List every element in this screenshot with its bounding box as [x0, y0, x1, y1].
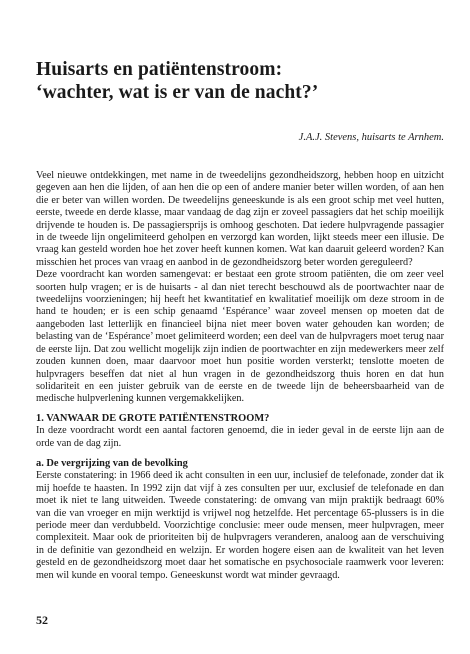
subsection-heading-a: a. De vergrijzing van de bevolking	[36, 457, 188, 469]
title-line-1: Huisarts en patiëntenstroom:	[36, 59, 283, 80]
intro-paragraph-1: Veel nieuwe ontdekkingen, met name in de tweedelijns gezondheidszorg, hebben hoop en uitzicht gegeven aan hen die lijden, of aan hen die op een of andere manier beter willen worden, of aan hen die er beter van willen worden. De tweedelijns geneeskunde is als een groot schip met veel hutten, eerste, tweede en derde klasse, maar vandaag de dag zijn er zoveel passagiers dat het schip moeilijk drijvende te houden is. De passagiersprijs is omhoog geschoten. Dat iedere hulpvragende passagier in de tweede lijn ongelimiteerd geholpen en verzorgd kan worden, lijkt steeds meer een illusie. De vraag kan gesteld worden hoe het zover heeft kunnen komen. Wat kan daaruit geleerd worden? Kan misschien het proces van vraag en aanbod in de gezondheidszorg beter worden gereguleerd?	[36, 170, 444, 268]
subsection-a-paragraph: Eerste constatering: in 1966 deed ik acht consulten in een uur, inclusief de telefonade, zonder dat ik mij hoefde te haasten. In 1992 zijn dat vijf à zes consulten per uur, exclusief de telefonade en dan moet ik niet te lang uitweiden. Tweede constatering: de omvang van mijn praktijk bedraagt 60% van die van vroeger en mijn werktijd is vrijwel nog hetzelfde. Het percentage 65-plussers is in die periode meer dan verdubbeld. Voorzichtige conclusie: meer oude mensen, meer hulpvragen, meer complexiteit. Maar ook de prioriteiten bij de hulpvragers veranderen, analoog aan de verschuiving in de definitie van gezondheid en welzijn. Er worden hogere eisen aan de kwaliteit van het leven gesteld en de gezondheidszorg moet daar het somatische en psychosociale raamwerk voor leveren: men wil kunde en vooral tempo. Geneeskunst wordt wat minder gevraagd.	[36, 470, 444, 581]
article-title	[36, 58, 444, 104]
title-line-2: ‘wachter, wat is er van de nacht?’	[36, 82, 319, 103]
section-1-paragraph: In deze voordracht wordt een aantal factoren genoemd, die in ieder geval in de eerste lijn aan de orde van de dag zijn.	[36, 425, 444, 449]
page-number: 52	[36, 613, 48, 627]
section-heading-1: 1. VANWAAR DE GROTE PATIËNTENSTROOM?	[36, 412, 270, 424]
author-byline: J.A.J. Stevens, huisarts te Arnhem.	[298, 132, 444, 143]
intro-paragraph-2: Deze voordracht kan worden samengevat: er bestaat een grote stroom patiënten, die om zeer veel soorten hulp vragen; er is de huisarts - al dan niet terecht beschouwd als de poortwachter naar de tweedelijns voorzieningen; hij heeft het kwantitatief en kwalitatief moeilijk om deze stroom in de hand te houden; er is een schip genaamd ‘Espérance’ waar zoveel mensen op moeten dat de aangeboden last letterlijk en financieel bijna niet meer boven water gehouden kan worden; de belasting van de ‘Espérance’ moet gelimiteerd worden; een deel van de hulpvragers moet terug naar de eerste lijn. Dat zou wellicht mogelijk zijn indien de poortwachter en zijn medewerkers meer zelf zouden kunnen doen, maar daarvoor moet hun positie worden versterkt; tenslotte moeten de hulpvragers beseffen dat niet al hun vragen in de gezondheidszorg thuis horen en dat hun solidariteit en een juister gebruik van de eerste en de tweede lijn de beheersbaarheid van de medische hulpverlening kunnen vergemakkelijken.	[36, 269, 444, 405]
